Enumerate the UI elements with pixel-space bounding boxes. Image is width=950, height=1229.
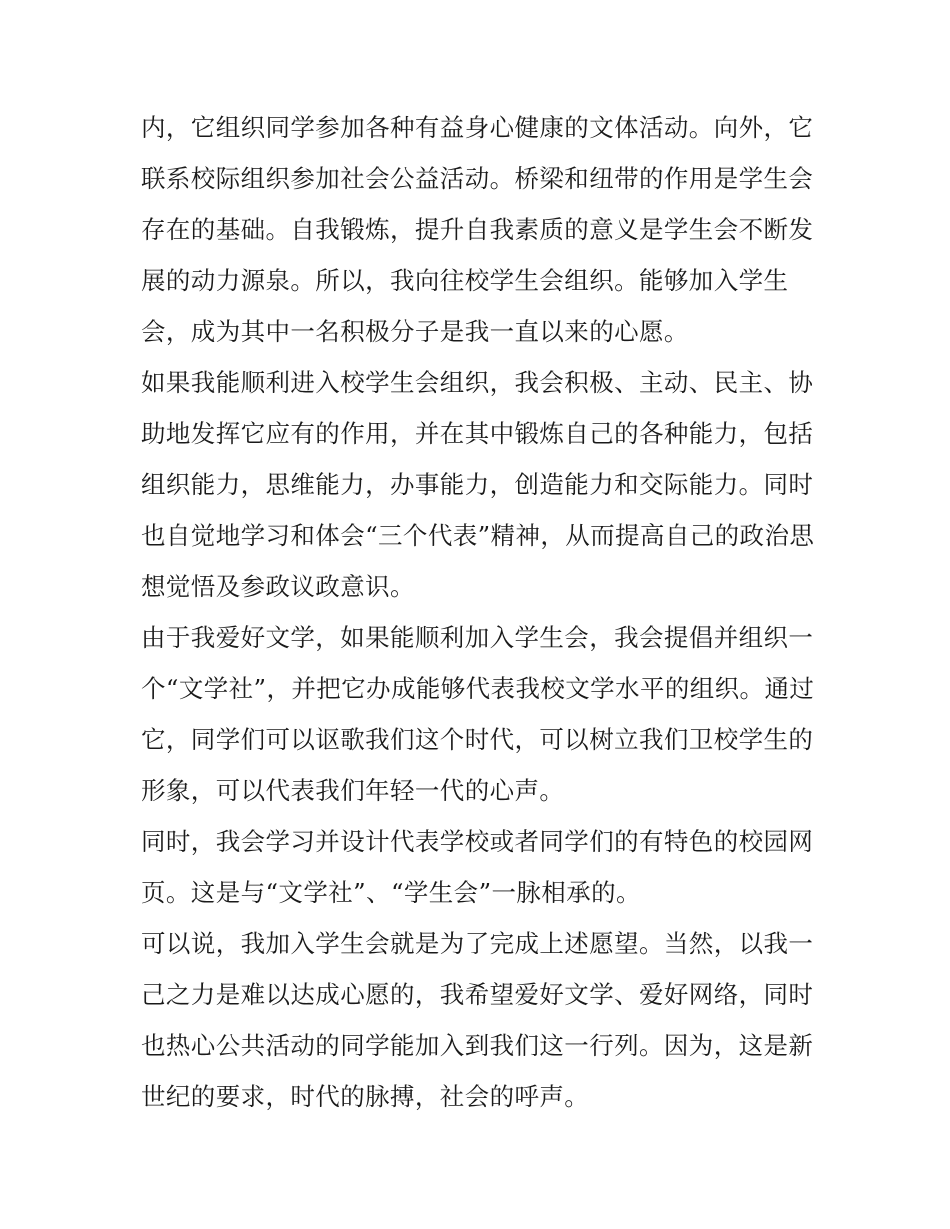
paragraph-3 — [141, 612, 815, 816]
text-line: 如果我能顺利进入校学生会组织，我会积极、主动、民主、协 — [141, 368, 814, 397]
text-line: 内，它组织同学参加各种有益身心健康的文体活动。向外，它 — [141, 113, 814, 142]
text-line: 同时，我会学习并设计代表学校或者同学们的有特色的校园网 — [141, 827, 814, 856]
text-line: 世纪的要求，时代的脉搏，社会的呼声。 — [141, 1082, 590, 1111]
text-line: 展的动力源泉。所以，我向往校学生会组织。能够加入学生 — [141, 266, 789, 295]
text-line: 存在的基础。自我锻炼，提升自我素质的意义是学生会不断发 — [141, 215, 814, 244]
text-line: 联系校际组织参加社会公益活动。桥梁和纽带的作用是学生会 — [141, 164, 814, 193]
text-line: 会，成为其中一名积极分子是我一直以来的心愿。 — [141, 317, 689, 346]
text-line: 也热心公共活动的同学能加入到我们这一行列。因为，这是新 — [141, 1031, 814, 1060]
text-line: 页。这是与“文学社”、“学生会”一脉相承的。 — [141, 878, 641, 907]
text-line: 由于我爱好文学，如果能顺利加入学生会，我会提倡并组织一 — [141, 623, 814, 652]
text-line: 想觉悟及参政议政意识。 — [141, 572, 415, 601]
text-line: 己之力是难以达成心愿的，我希望爱好文学、爱好网络，同时 — [141, 980, 814, 1009]
paragraph-1 — [141, 102, 814, 357]
text-line: 个“文学社”，并把它办成能够代表我校文学水平的组织。通过 — [141, 674, 815, 703]
document-body — [141, 102, 815, 1122]
text-line: 助地发挥它应有的作用，并在其中锻炼自己的各种能力，包括 — [141, 419, 814, 448]
text-line: 也自觉地学习和体会“三个代表”精神，从而提高自己的政治思 — [141, 521, 815, 550]
paragraph-4 — [141, 816, 814, 918]
text-line: 形象，可以代表我们年轻一代的心声。 — [141, 776, 565, 805]
text-line: 组织能力，思维能力，办事能力，创造能力和交际能力。同时 — [141, 470, 814, 499]
paragraph-2 — [141, 357, 815, 612]
text-line: 可以说，我加入学生会就是为了完成上述愿望。当然，以我一 — [141, 929, 814, 958]
paragraph-5 — [141, 918, 814, 1122]
text-line: 它，同学们可以讴歌我们这个时代，可以树立我们卫校学生的 — [141, 725, 814, 754]
